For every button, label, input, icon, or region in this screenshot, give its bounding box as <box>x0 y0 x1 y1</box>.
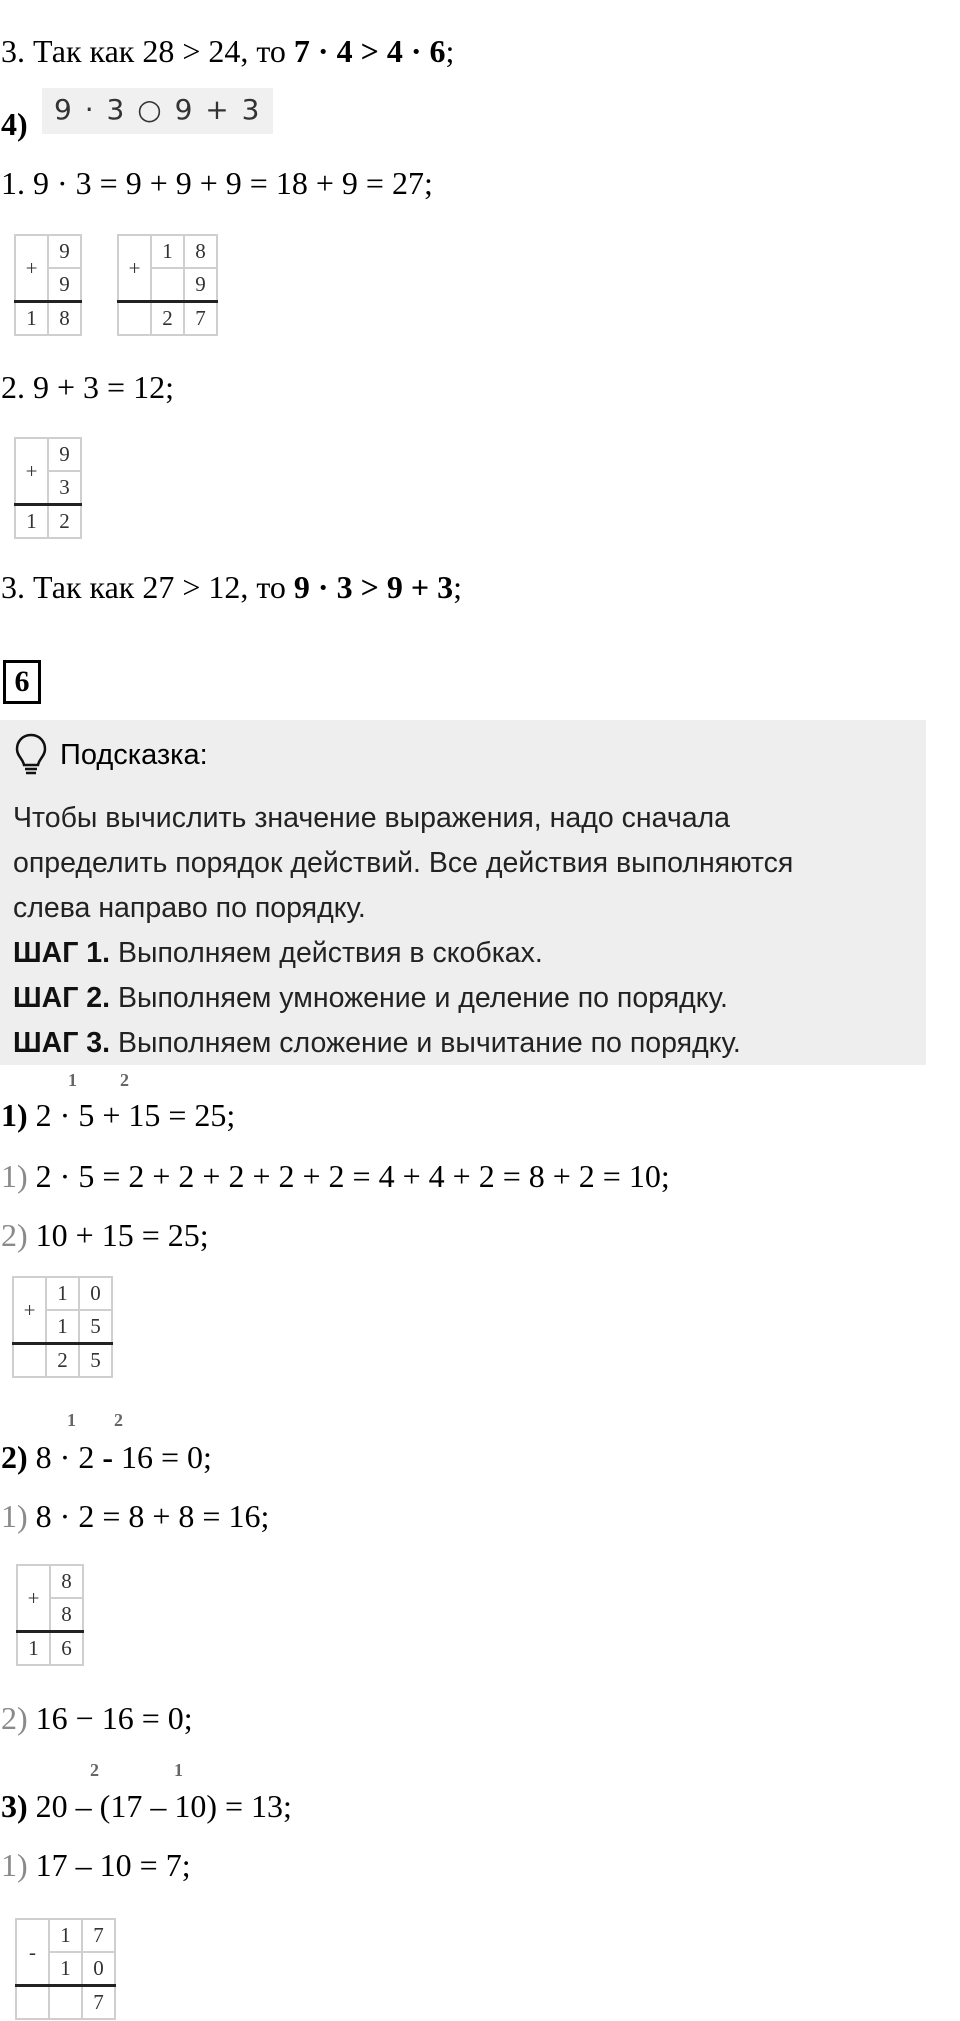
step-number: 2) <box>1 1700 28 1736</box>
expression-text: 2 · 5 + 15 = 25; <box>27 1097 236 1133</box>
bold-inequality: 9 · 3 > 9 + 3 <box>293 569 454 605</box>
column-addition-grid <box>14 437 82 539</box>
column-addition-grid <box>14 234 82 336</box>
digit: 5 <box>79 1310 112 1344</box>
digit: 7 <box>82 1986 115 2020</box>
digit: 0 <box>79 1277 112 1310</box>
digit: 2 <box>46 1344 79 1378</box>
digit: 1 <box>46 1277 79 1310</box>
step-text: 2 · 5 = 2 + 2 + 2 + 2 + 2 = 4 + 4 + 2 = 8 + 2 = 10; <box>27 1158 670 1194</box>
expression-text: 8 · 2 <box>27 1439 103 1475</box>
expression-text: 20 – (17 – 10) = 13; <box>27 1788 292 1824</box>
step-text: 16 − 16 = 0; <box>27 1700 193 1736</box>
column-subtraction-grid <box>15 1918 116 2020</box>
lightbulb-icon <box>14 732 48 778</box>
expression-2 <box>1 1437 212 1477</box>
example-label: 1) <box>1 1097 28 1133</box>
column-addition-grid <box>117 234 218 336</box>
ex1-step-1 <box>1 1156 670 1196</box>
text: ; <box>453 569 462 605</box>
bold-minus: - <box>102 1439 113 1475</box>
digit: 8 <box>50 1565 83 1598</box>
step-text: 8 · 2 = 8 + 8 = 16; <box>27 1498 270 1534</box>
digit: 9 <box>48 268 81 302</box>
digit: 5 <box>79 1344 112 1378</box>
hint-step <box>13 1021 793 1066</box>
problem-label: 4) <box>1 106 28 142</box>
ex2-step-1 <box>1 1496 269 1536</box>
task-number-box: 6 <box>3 660 41 704</box>
digit: 9 <box>48 235 81 268</box>
operator: + <box>118 235 151 302</box>
step-1: 1. 9 · 3 = 9 + 9 + 9 = 18 + 9 = 27; <box>1 165 433 201</box>
step-text: Выполняем действия в скобках. <box>110 937 543 969</box>
example-label: 3) <box>1 1788 28 1824</box>
step-text: Выполняем сложение и вычитание по порядку. <box>110 1027 741 1059</box>
hint-line: слева направо по порядку. <box>13 892 366 924</box>
example-label: 2) <box>1 1439 28 1475</box>
hint-line: Чтобы вычислить значение выражения, надо сначала <box>13 802 731 834</box>
column-addition-grid <box>16 1564 84 1666</box>
operator: + <box>13 1277 46 1344</box>
digit: 0 <box>82 1952 115 1986</box>
text: 3. Так как 28 > 24, то <box>1 33 294 69</box>
digit: 2 <box>151 302 184 336</box>
column-addition-grid <box>12 1276 113 1378</box>
problem-4-image <box>42 88 273 134</box>
digit: 1 <box>15 302 48 336</box>
ex1-step-2 <box>1 1215 209 1255</box>
step-text: 17 – 10 = 7; <box>27 1847 191 1883</box>
hint-step <box>13 976 793 1021</box>
digit: 8 <box>48 302 81 336</box>
order-mark: 2 <box>90 1760 99 1780</box>
digit: 1 <box>151 235 184 268</box>
digit: 6 <box>50 1632 83 1666</box>
hint-text <box>13 796 793 1066</box>
step-number: 1) <box>1 1847 28 1883</box>
hint-step <box>13 931 793 976</box>
operator: - <box>16 1919 49 1986</box>
digit: 1 <box>49 1919 82 1952</box>
empty-cell <box>16 1986 49 2020</box>
hint-line: определить порядок действий. Все действия выполняются <box>13 847 794 879</box>
digit: 1 <box>46 1310 79 1344</box>
order-mark: 1 <box>174 1760 183 1780</box>
digit: 7 <box>184 302 217 336</box>
digit: 1 <box>17 1632 50 1666</box>
expression-1 <box>1 1095 235 1135</box>
step-label: ШАГ 1. <box>13 937 111 969</box>
step-number: 1) <box>1 1158 28 1194</box>
digit: 2 <box>48 505 81 539</box>
comparison-conclusion-1 <box>1 31 454 71</box>
order-mark: 1 <box>68 1070 77 1090</box>
comparison-expression-image: 9 · 3 ○ 9 + 3 <box>42 88 273 134</box>
empty-cell <box>118 302 151 336</box>
digit: 1 <box>49 1952 82 1986</box>
ex2-step-2 <box>1 1698 193 1738</box>
bold-inequality: 7 · 4 > 4 · 6 <box>293 33 446 69</box>
operator: + <box>15 235 48 302</box>
comparison-conclusion-2 <box>1 567 462 607</box>
ex3-step-1 <box>1 1845 191 1885</box>
empty-cell <box>13 1344 46 1378</box>
step-label: ШАГ 2. <box>13 982 111 1014</box>
digit: 9 <box>184 268 217 302</box>
order-mark: 1 <box>67 1410 76 1430</box>
step-text: Выполняем умножение и деление по порядку. <box>110 982 728 1014</box>
digit: 1 <box>15 505 48 539</box>
step-number: 2) <box>1 1217 28 1253</box>
hint-box <box>0 720 926 1065</box>
digit: 8 <box>50 1598 83 1632</box>
operator: + <box>17 1565 50 1632</box>
digit: 7 <box>82 1919 115 1952</box>
digit: 3 <box>48 471 81 505</box>
hint-title: Подсказка: <box>60 739 208 771</box>
expression-text: 16 = 0; <box>112 1439 212 1475</box>
step-text: 10 + 15 = 25; <box>27 1217 209 1253</box>
step-label: ШАГ 3. <box>13 1027 111 1059</box>
digit: 8 <box>184 235 217 268</box>
order-mark: 2 <box>114 1410 123 1430</box>
digit <box>151 268 184 302</box>
order-mark: 2 <box>120 1070 129 1090</box>
problem-4-heading <box>1 104 28 144</box>
expression-3 <box>1 1786 292 1826</box>
digit: 9 <box>48 438 81 471</box>
step-number: 1) <box>1 1498 28 1534</box>
text: 3. Так как 27 > 12, то <box>1 569 294 605</box>
text: ; <box>445 33 455 69</box>
empty-cell <box>49 1986 82 2020</box>
operator: + <box>15 438 48 505</box>
step-2: 2. 9 + 3 = 12; <box>1 369 174 405</box>
